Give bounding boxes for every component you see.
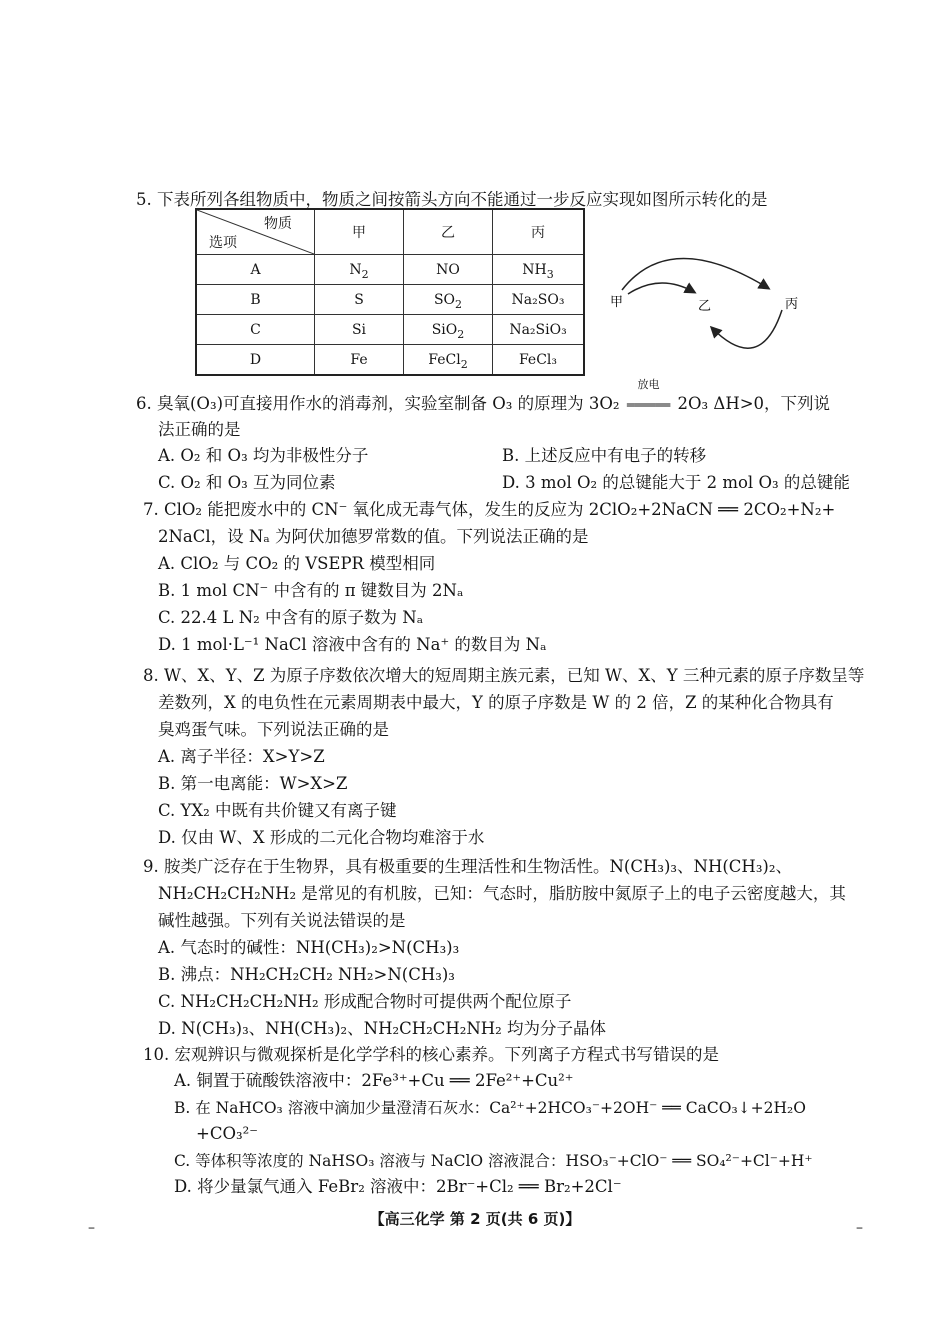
page-footer: 【高三化学 第 2 页(共 6 页)】 bbox=[369, 1210, 581, 1228]
q9-stem-line3: 碱性越强。下列有关说法错误的是 bbox=[158, 911, 406, 930]
q6-option-b: B. 上述反应中有电子的转移 bbox=[502, 446, 707, 465]
q5-table bbox=[195, 208, 585, 376]
row-yi: SiO$_2$ bbox=[404, 315, 493, 345]
row-yi: FeCl$_2$ bbox=[404, 345, 493, 376]
row-bing: Na₂SO₃ bbox=[493, 285, 585, 315]
q10-stem: 10. 宏观辨识与微观探析是化学学科的核心素养。下列离子方程式书写错误的是 bbox=[143, 1045, 719, 1064]
row-jia: Fe bbox=[315, 345, 404, 376]
header-option: 选项 bbox=[209, 235, 237, 251]
row-bing: FeCl₃ bbox=[493, 345, 585, 376]
q9-option-b: B. 沸点：NH₂CH₂CH₂ NH₂>N(CH₃)₃ bbox=[158, 965, 455, 984]
q9-stem-line2: NH₂CH₂CH₂NH₂ 是常见的有机胺，已知：气态时，脂肪胺中氮原子上的电子云密度越大，其 bbox=[158, 884, 846, 903]
q7-option-d: D. 1 mol·L⁻¹ NaCl 溶液中含有的 Na⁺ 的数目为 Nₐ bbox=[158, 635, 547, 654]
q7-option-a: A. ClO₂ 与 CO₂ 的 VSEPR 模型相同 bbox=[158, 554, 436, 573]
q7-stem-line1: 7. ClO₂ 能把废水中的 CN⁻ 氧化成无毒气体，发生的反应为 2ClO₂+2NaCN ══ 2CO₂+N₂+ bbox=[143, 500, 836, 519]
q10-option-b: B. 在 NaHCO₃ 溶液中滴加少量澄清石灰水：Ca²⁺+2HCO₃⁻+2OH⁻ ══ CaCO₃↓+2H₂O bbox=[174, 1099, 806, 1117]
crop-mark-left: – bbox=[88, 1220, 95, 1236]
q9-stem-line1: 9. 胺类广泛存在于生物界，具有极重要的生理活性和生物活性。N(CH₃)₃、NH(CH₃)₂、 bbox=[143, 857, 792, 876]
q10-option-b-cont: +CO₃²⁻ bbox=[196, 1124, 258, 1143]
row-yi: NO bbox=[404, 255, 493, 285]
q8-stem-line1: 8. W、X、Y、Z 为原子序数依次增大的短周期主族元素，已知 W、X、Y 三种元素的原子序数呈等 bbox=[143, 666, 865, 685]
label-bing: 丙 bbox=[785, 297, 799, 312]
row-option: C bbox=[196, 315, 315, 345]
row-jia: Si bbox=[315, 315, 404, 345]
q9-option-c: C. NH₂CH₂CH₂NH₂ 形成配合物时可提供两个配位原子 bbox=[158, 992, 572, 1011]
q6-stem-line2: 法正确的是 bbox=[158, 420, 241, 439]
arrow-jia-to-yi bbox=[628, 283, 694, 294]
table-row bbox=[196, 345, 584, 376]
q8-option-c: C. YX₂ 中既有共价键又有离子键 bbox=[158, 801, 397, 820]
header-jia: 甲 bbox=[315, 209, 404, 255]
q5-stem: 5. 下表所列各组物质中，物质之间按箭头方向不能通过一步反应实现如图所示转化的是 bbox=[136, 190, 768, 209]
row-jia: $N_2$ bbox=[315, 255, 404, 285]
arrow-bing-to-yi bbox=[712, 310, 782, 348]
reaction-arrow: 放电 ══════ bbox=[620, 392, 678, 417]
transformation-diagram bbox=[600, 238, 810, 358]
table-row bbox=[196, 285, 584, 315]
q10-option-c: C. 等体积等浓度的 NaHSO₃ 溶液与 NaClO 溶液混合：HSO₃⁻+ClO⁻ ══ SO₄²⁻+Cl⁻+H⁺ bbox=[174, 1152, 813, 1170]
table-row bbox=[196, 315, 584, 345]
row-bing: Na₂SiO₃ bbox=[493, 315, 585, 345]
header-substance: 物质 bbox=[264, 216, 292, 232]
row-bing: $NH_3$ bbox=[493, 255, 585, 285]
header-bing: 丙 bbox=[493, 209, 585, 255]
row-option: B bbox=[196, 285, 315, 315]
condition-label: 放电 bbox=[637, 378, 660, 391]
row-option: D bbox=[196, 345, 315, 376]
table-row bbox=[196, 255, 584, 285]
row-yi: $SO_2$ bbox=[404, 285, 493, 315]
q8-option-d: D. 仅由 W、X 形成的二元化合物均难溶于水 bbox=[158, 828, 485, 847]
q7-option-b: B. 1 mol CN⁻ 中含有的 π 键数目为 2Nₐ bbox=[158, 581, 464, 600]
label-yi: 乙 bbox=[698, 299, 712, 314]
q8-option-a: A. 离子半径：X>Y>Z bbox=[158, 747, 325, 766]
q7-option-c: C. 22.4 L N₂ 中含有的原子数为 Nₐ bbox=[158, 608, 424, 627]
crop-mark-right: – bbox=[856, 1220, 863, 1236]
q6-option-d: D. 3 mol O₂ 的总键能大于 2 mol O₃ 的总键能 bbox=[502, 473, 850, 492]
q8-stem-line2: 差数列，X 的电负性在元素周期表中最大，Y 的原子序数是 W 的 2 倍，Z 的某种化合物具有 bbox=[158, 693, 834, 712]
table-corner-cell bbox=[196, 209, 315, 255]
q7-stem-line2: 2NaCl，设 Nₐ 为阿伏加德罗常数的值。下列说法正确的是 bbox=[158, 527, 589, 546]
q6-option-a: A. O₂ 和 O₃ 均为非极性分子 bbox=[158, 446, 369, 465]
label-jia: 甲 bbox=[610, 295, 624, 310]
q9-option-d: D. N(CH₃)₃、NH(CH₃)₂、NH₂CH₂CH₂NH₂ 均为分子晶体 bbox=[158, 1019, 607, 1038]
arrow-jia-to-bing bbox=[622, 258, 768, 290]
q10-option-a: A. 铜置于硫酸铁溶液中：2Fe³⁺+Cu ══ 2Fe²⁺+Cu²⁺ bbox=[174, 1071, 574, 1090]
q8-option-b: B. 第一电离能：W>X>Z bbox=[158, 774, 348, 793]
row-option: A bbox=[196, 255, 315, 285]
q8-stem-line3: 臭鸡蛋气味。下列说法正确的是 bbox=[158, 720, 389, 739]
header-yi: 乙 bbox=[404, 209, 493, 255]
q9-option-a: A. 气态时的碱性：NH(CH₃)₂>N(CH₃)₃ bbox=[158, 938, 460, 957]
q6-stem-line1: 6. 臭氧(O₃)可直接用作水的消毒剂，实验室制备 O₃ 的原理为 3O₂ 放电 ══════ 2O₃ ΔH>0，下列说 bbox=[136, 392, 830, 417]
row-jia: S bbox=[315, 285, 404, 315]
q10-option-d: D. 将少量氯气通入 FeBr₂ 溶液中：2Br⁻+Cl₂ ══ Br₂+2Cl⁻ bbox=[174, 1177, 622, 1196]
q6-option-c: C. O₂ 和 O₃ 互为同位素 bbox=[158, 473, 336, 492]
